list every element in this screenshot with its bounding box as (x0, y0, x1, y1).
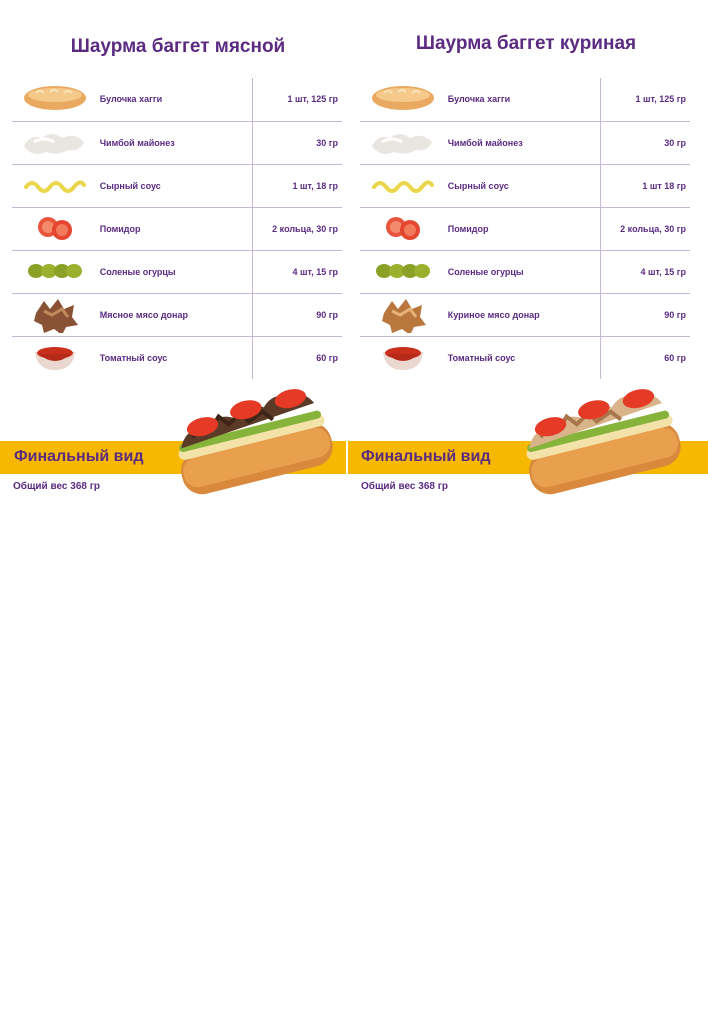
total-weight-chicken: Общий вес 368 гр (361, 481, 448, 492)
pickles-icon (375, 262, 431, 280)
ingredient-name: Соленые огурцы (446, 250, 601, 293)
ingredient-row (12, 164, 342, 207)
meat-sandwich-image (168, 383, 338, 495)
ingredient-name: Чимбой майонез (446, 121, 601, 164)
tomato-sauce-icon (381, 342, 425, 372)
ingredient-qty: 30 гр (600, 121, 690, 164)
ingredient-row (360, 207, 690, 250)
cheese-sauce-icon (22, 175, 88, 195)
ingredients-table (12, 78, 342, 379)
ingredients-table (360, 78, 690, 379)
bun-icon (22, 83, 88, 113)
ingredient-name: Булочка хагги (446, 78, 601, 121)
final-view-label-chicken: Финальный вид (361, 448, 491, 465)
chicken-sandwich-image (516, 383, 686, 495)
chicken-icon (378, 295, 428, 333)
ingredient-row (12, 121, 342, 164)
ingredient-row (360, 164, 690, 207)
ingredient-row (360, 293, 690, 336)
ingredient-name: Помидор (446, 207, 601, 250)
recipe-title: Шаурма баггет мясной (70, 36, 286, 57)
tomato-icon (381, 215, 425, 241)
ingredient-name: Сырный соус (446, 164, 601, 207)
ingredient-name: Помидор (98, 207, 253, 250)
ingredient-name: Томатный соус (98, 336, 253, 379)
cheese-sauce-icon (370, 175, 436, 195)
tomato-icon (33, 215, 77, 241)
pickles-icon (27, 262, 83, 280)
recipe-title: Шаурма баггет куриная (415, 33, 637, 54)
bun-icon (370, 83, 436, 113)
meat-icon (30, 295, 80, 333)
ingredient-row (12, 336, 342, 379)
ingredient-qty: 2 кольца, 30 гр (600, 207, 690, 250)
ingredient-name: Сырный соус (98, 164, 253, 207)
ingredient-row (12, 78, 342, 121)
ingredient-row (360, 336, 690, 379)
ingredient-name: Соленые огурцы (98, 250, 253, 293)
mayonnaise-icon (20, 128, 90, 156)
ingredient-qty: 60 гр (600, 336, 690, 379)
ingredient-row (360, 78, 690, 121)
tomato-sauce-icon (33, 342, 77, 372)
ingredient-row (12, 293, 342, 336)
ingredient-name: Куриное мясо донар (446, 293, 601, 336)
ingredient-qty: 1 шт, 18 гр (252, 164, 342, 207)
ingredient-qty: 2 кольца, 30 гр (252, 207, 342, 250)
ingredient-name: Булочка хагги (98, 78, 253, 121)
ingredient-row (360, 121, 690, 164)
final-view-label-meat: Финальный вид (14, 448, 144, 465)
ingredient-row (12, 250, 342, 293)
ingredient-qty: 30 гр (252, 121, 342, 164)
ingredient-qty: 1 шт 18 гр (600, 164, 690, 207)
ingredient-qty: 1 шт, 125 гр (287, 94, 338, 105)
mayonnaise-icon (368, 128, 438, 156)
ingredient-qty: 60 гр (252, 336, 342, 379)
ingredient-name: Мясное мясо донар (98, 293, 253, 336)
ingredient-row (12, 207, 342, 250)
ingredient-qty: 4 шт, 15 гр (252, 250, 342, 293)
ingredient-qty: 90 гр (600, 293, 690, 336)
ingredient-qty: 1 шт, 125 гр (635, 94, 686, 105)
ingredient-name: Чимбой майонез (98, 121, 253, 164)
total-weight-meat: Общий вес 368 гр (13, 481, 100, 492)
ingredient-qty: 4 шт, 15 гр (600, 250, 690, 293)
ingredient-row (360, 250, 690, 293)
ingredient-qty: 90 гр (252, 293, 342, 336)
ingredient-name: Томатный соус (446, 336, 601, 379)
